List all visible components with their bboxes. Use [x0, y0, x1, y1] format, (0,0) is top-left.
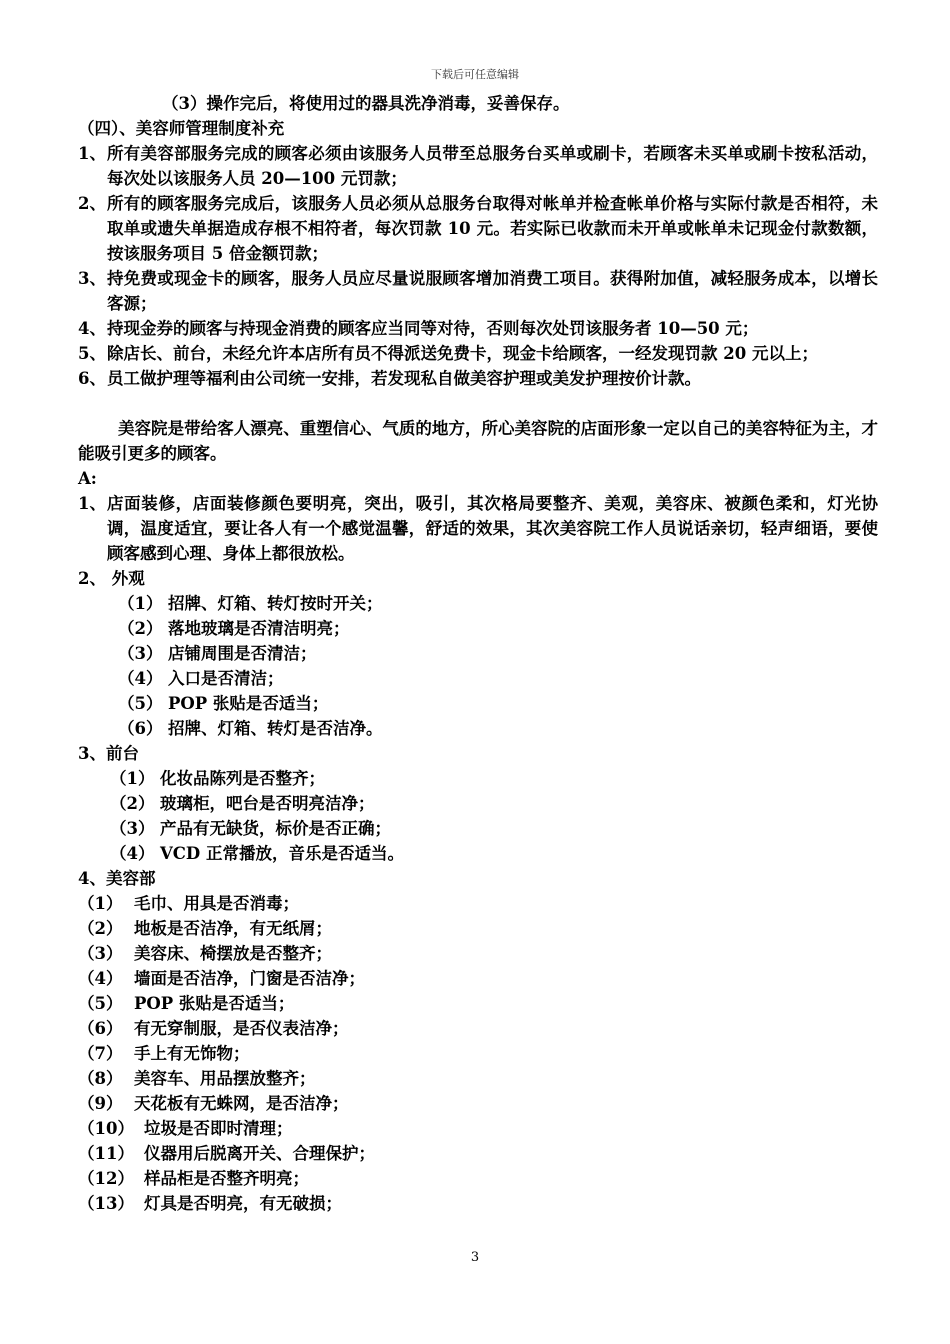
sub-item-number: （10） — [78, 1119, 134, 1138]
list-item-number: 2、 — [78, 194, 106, 213]
list-item-text: 店面装修，店面装修颜色要明亮，突出，吸引，其次格局要整齐、美观，美容床、被颜色柔和，灯光协调，温度适宜，要让各人有一个感觉温馨，舒适的效果，其次美容院工作人员说话亲切，轻声细语，要使顾客感到心理、身体上都很放松。 — [107, 494, 878, 563]
sub-item-number: （5） — [118, 694, 163, 713]
section-title: （四）、美容师管理制度补充 — [78, 119, 285, 138]
sub-item-text: 垃圾是否即时清理； — [144, 1119, 293, 1138]
sub-list-item — [78, 991, 878, 1016]
sub-item-text: 手上有无饰物； — [134, 1044, 250, 1063]
list-item-number: 1、 — [78, 144, 106, 163]
sub-list-item — [78, 891, 878, 916]
list-item-number: 5、 — [78, 344, 106, 363]
intro-line: （3）操作完后，将使用过的器具洗净消毒，妥善保存。 — [162, 94, 570, 113]
sub-item-text: 天花板有无蛛网，是否洁净； — [134, 1094, 349, 1113]
sub-item-number: （6） — [78, 1019, 123, 1038]
sub-item-text: VCD 正常播放，音乐是否适当。 — [160, 844, 404, 863]
list-item — [78, 141, 878, 191]
sub-list-item — [78, 1191, 878, 1216]
sub-item-text: 灯具是否明亮，有无破损； — [144, 1194, 342, 1213]
exterior-title: 2、 外观 — [78, 569, 145, 588]
front-desk-list — [78, 766, 878, 866]
sub-item-text: 入口是否清洁； — [168, 669, 284, 688]
sub-list-item — [78, 1166, 878, 1191]
list-item-number: 4、 — [78, 319, 106, 338]
sub-item-number: （8） — [78, 1069, 123, 1088]
sub-item-text: 地板是否洁净，有无纸屑； — [134, 919, 332, 938]
list-item-number: 3、 — [78, 269, 106, 288]
sub-item-number: （4） — [118, 669, 163, 688]
sub-item-number: （3） — [110, 819, 155, 838]
list-item-text: 持现金券的顾客与持现金消费的顾客应当同等对待，否则每次处罚该服务者 10—50 元； — [107, 319, 759, 338]
sub-list-item — [78, 1141, 878, 1166]
sub-list-item — [78, 1091, 878, 1116]
document-body — [78, 91, 878, 1216]
sub-item-number: （1） — [78, 894, 123, 913]
sub-item-number: （2） — [78, 919, 123, 938]
sub-item-text: 有无穿制服，是否仪表洁净； — [134, 1019, 349, 1038]
sub-list-item — [110, 841, 878, 866]
sub-item-text: 产品有无缺货，标价是否正确； — [160, 819, 391, 838]
sub-list-item — [110, 766, 878, 791]
sub-item-number: （3） — [78, 944, 123, 963]
sub-list-item — [110, 816, 878, 841]
list-item — [78, 316, 878, 341]
list-item-text: 所有的顾客服务完成后，该服务人员必须从总服务台取得对帐单并检查帐单价格与实际付款是否相符，未取单或遗失单据造成存根不相符者，每次罚款 10 元。若实际已收款而未开单或帐单未记现金付款数额，按该服务项目 5 倍金额罚款； — [107, 194, 878, 263]
sub-item-number: （5） — [78, 994, 123, 1013]
sub-item-text: 店铺周围是否清洁； — [168, 644, 317, 663]
page-header: 下载后可任意编辑 — [431, 68, 519, 81]
sub-list-item — [118, 591, 878, 616]
sub-item-text: 墙面是否洁净，门窗是否洁净； — [134, 969, 365, 988]
list-item-text: 员工做护理等福利由公司统一安排，若发现私自做美容护理或美发护理按价计款。 — [107, 369, 701, 388]
list-item-number: 1、 — [78, 494, 106, 513]
sub-list-item — [118, 666, 878, 691]
sub-list-item — [78, 916, 878, 941]
sub-item-text: 美容床、椅摆放是否整齐； — [134, 944, 332, 963]
sub-item-text: POP 张贴是否适当； — [134, 994, 295, 1013]
sub-list-item — [78, 1041, 878, 1066]
sub-item-text: 落地玻璃是否清洁明亮； — [168, 619, 350, 638]
sub-item-number: （3） — [118, 644, 163, 663]
list-item — [78, 191, 878, 266]
sub-item-text: 招牌、灯箱、转灯是否洁净。 — [168, 719, 383, 738]
sub-item-text: 美容车、用品摆放整齐； — [134, 1069, 316, 1088]
sub-item-number: （6） — [118, 719, 163, 738]
list-item — [78, 266, 878, 316]
sub-item-number: （13） — [78, 1194, 134, 1213]
sub-item-number: （2） — [110, 794, 155, 813]
sub-item-number: （9） — [78, 1094, 123, 1113]
sub-item-text: 样品柜是否整齐明亮； — [144, 1169, 309, 1188]
sub-item-text: 化妆品陈列是否整齐； — [160, 769, 325, 788]
sub-item-number: （4） — [110, 844, 155, 863]
exterior-list — [78, 591, 878, 741]
list-item-text: 除店长、前台，未经允许本店所有员不得派送免费卡，现金卡给顾客，一经发现罚款 20 元以上； — [107, 344, 818, 363]
sub-list-item — [110, 791, 878, 816]
sub-list-item — [118, 616, 878, 641]
sub-item-text: 仪器用后脱离开关、合理保护； — [144, 1144, 375, 1163]
sub-item-number: （1） — [118, 594, 163, 613]
a-label: A: — [78, 469, 97, 488]
list-item — [78, 366, 878, 391]
list-item — [78, 341, 878, 366]
sub-item-number: （11） — [78, 1144, 134, 1163]
sub-list-item — [78, 1066, 878, 1091]
sub-item-number: （4） — [78, 969, 123, 988]
sub-item-text: 玻璃柜，吧台是否明亮洁净； — [160, 794, 375, 813]
intro-paragraph: 美容院是带给客人漂亮、重塑信心、气质的地方，所心美容院的店面形象一定以自己的美容特征为主，才能吸引更多的顾客。 — [78, 419, 878, 463]
sub-item-text: 毛巾、用具是否消毒； — [134, 894, 299, 913]
sub-list-item — [78, 941, 878, 966]
page-number: 3 — [470, 1250, 480, 1265]
rules-list — [78, 141, 878, 391]
sub-item-number: （12） — [78, 1169, 134, 1188]
beauty-dept-list — [78, 891, 878, 1216]
sub-list-item — [78, 966, 878, 991]
sub-item-number: （1） — [110, 769, 155, 788]
beauty-dept-title: 4、美容部 — [78, 869, 156, 888]
list-item-number: 6、 — [78, 369, 106, 388]
sub-item-number: （2） — [118, 619, 163, 638]
sub-list-item — [118, 691, 878, 716]
front-desk-title: 3、前台 — [78, 744, 139, 763]
sub-list-item — [118, 716, 878, 741]
list-item-text: 所有美容部服务完成的顾客必须由该服务人员带至总服务台买单或刷卡，若顾客未买单或刷卡按私活动，每次处以该服务人员 20—100 元罚款； — [107, 144, 878, 188]
sub-list-item — [78, 1116, 878, 1141]
list-item — [78, 491, 878, 566]
sub-item-text: POP 张贴是否适当； — [168, 694, 329, 713]
sub-item-number: （7） — [78, 1044, 123, 1063]
list-item-text: 持免费或现金卡的顾客，服务人员应尽量说服顾客增加消费工项目。获得附加值，减轻服务成本，以增长客源； — [107, 269, 878, 313]
sub-item-text: 招牌、灯箱、转灯按时开关； — [168, 594, 383, 613]
sub-list-item — [118, 641, 878, 666]
sub-list-item — [78, 1016, 878, 1041]
